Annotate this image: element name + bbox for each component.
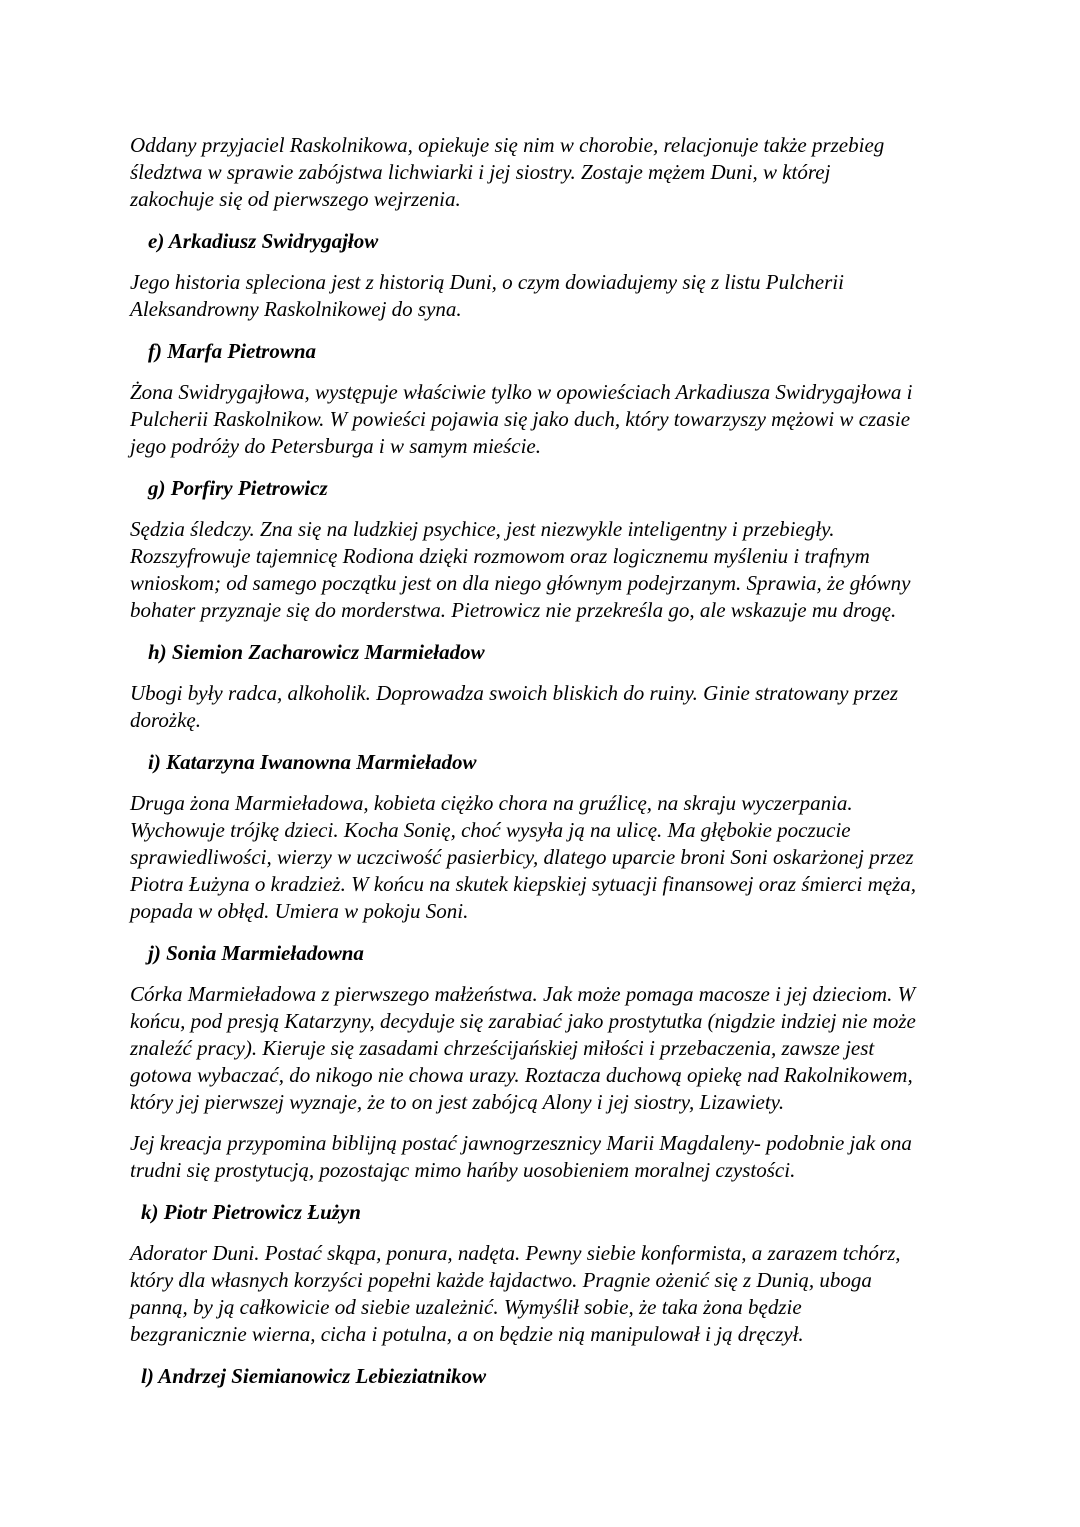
paragraph-line: Rozszyfrowuje tajemnicę Rodiona dzięki rozmowom oraz logicznemu myśleniu i trafnym	[130, 544, 870, 568]
paragraph-line: Córka Marmieładowa z pierwszego małżeństwa. Jak może pomaga macosze i jej dzieciom. W	[130, 982, 916, 1006]
section-heading: i) Katarzyna Iwanowna Marmieładow	[148, 750, 477, 774]
paragraph-line: Piotra Łużyna o kradzież. W końcu na skutek kiepskiej sytuacji finansowej oraz śmierci męża,	[130, 872, 917, 896]
paragraph-line: sprawiedliwości, wierzy w uczciwość pasierbicy, dlatego uparcie broni Soni oskarżonej przez	[130, 845, 914, 869]
paragraph-line: Ubogi były radca, alkoholik. Doprowadza swoich bliskich do ruiny. Ginie stratowany przez	[130, 681, 899, 705]
section-heading: e) Arkadiusz Swidrygajłow	[148, 229, 379, 253]
paragraph-line: dorożkę.	[130, 708, 201, 732]
section-heading: l) Andrzej Siemianowicz Lebieziatnikow	[141, 1364, 487, 1388]
paragraph-line: Adorator Duni. Postać skąpa, ponura, nadęta. Pewny siebie konformista, a zarazem tchórz,	[130, 1241, 901, 1265]
paragraph-line: który jej pierwszej wyznaje, że to on jest zabójcą Alony i jej siostry, Lizawiety.	[130, 1090, 785, 1114]
paragraph-line: znaleźć pracy). Kieruje się zasadami chrześcijańskiej miłości i przebaczenia, zawsze jest	[130, 1036, 875, 1060]
paragraph-line: gotowa wybaczać, do nikogo nie chowa urazy. Roztacza duchową opiekę nad Rakolnikowem,	[130, 1063, 913, 1087]
section-heading: g) Porfiry Pietrowicz	[148, 476, 328, 500]
paragraph-line: bezgranicznie wierna, cicha i potulna, a on będzie nią manipulował i ją dręczył.	[130, 1322, 804, 1346]
paragraph-line: wnioskom; od samego początku jest on dla niego głównym podejrzanym. Sprawia, że główny	[130, 571, 911, 595]
paragraph-line: bohater przyznaje się do morderstwa. Pietrowicz nie przekreśla go, ale wskazuje mu drogę.	[130, 598, 897, 622]
paragraph-line: Wychowuje trójkę dzieci. Kocha Sonię, choć wysyła ją na ulicę. Ma głębokie poczucie	[130, 818, 851, 842]
section-heading: h) Siemion Zacharowicz Marmieładow	[148, 640, 485, 664]
paragraph-line: który dla własnych korzyści popełni każde łajdactwo. Pragnie ożenić się z Dunią, uboga	[130, 1268, 872, 1292]
section-heading: k) Piotr Pietrowicz Łużyn	[141, 1200, 361, 1224]
paragraph-line: trudni się prostytucją, pozostając mimo hańby uosobieniem moralnej czystości.	[130, 1158, 796, 1182]
paragraph-line: Oddany przyjaciel Raskolnikowa, opiekuje się nim w chorobie, relacjonuje także przebieg	[130, 133, 885, 157]
paragraph-line: Jego historia spleciona jest z historią Duni, o czym dowiadujemy się z listu Pulcherii	[130, 270, 844, 294]
paragraph-line: Sędzia śledczy. Zna się na ludzkiej psychice, jest niezwykle inteligentny i przebiegły.	[130, 517, 835, 541]
paragraph-line: Żona Swidrygajłowa, występuje właściwie tylko w opowieściach Arkadiusza Swidrygajłowa i	[130, 380, 913, 404]
paragraph-line: jego podróży do Petersburga i w samym mieście.	[130, 434, 541, 458]
section-heading: j) Sonia Marmieładowna	[148, 941, 364, 965]
paragraph-line: Pulcherii Raskolnikow. W powieści pojawia się jako duch, który towarzyszy mężowi w czasie	[130, 407, 911, 431]
paragraph-line: popada w obłęd. Umiera w pokoju Soni.	[130, 899, 469, 923]
paragraph-line: śledztwa w sprawie zabójstwa lichwiarki i jej siostry. Zostaje mężem Duni, w której	[130, 160, 831, 184]
paragraph-line: Aleksandrowny Raskolnikowej do syna.	[130, 297, 462, 321]
section-heading: f) Marfa Pietrowna	[148, 339, 316, 363]
paragraph-line: Druga żona Marmieładowa, kobieta ciężko chora na gruźlicę, na skraju wyczerpania.	[130, 791, 853, 815]
paragraph-line: końcu, pod presją Katarzyny, decyduje się zarabiać jako prostytutka (nigdzie indziej nie może	[130, 1009, 916, 1033]
paragraph-line: panną, by ją całkowicie od siebie uzależnić. Wymyślił sobie, że taka żona będzie	[130, 1295, 802, 1319]
paragraph-line: zakochuje się od pierwszego wejrzenia.	[130, 187, 461, 211]
paragraph-line: Jej kreacja przypomina biblijną postać jawnogrzesznicy Marii Magdaleny- podobnie jak ona	[130, 1131, 912, 1155]
